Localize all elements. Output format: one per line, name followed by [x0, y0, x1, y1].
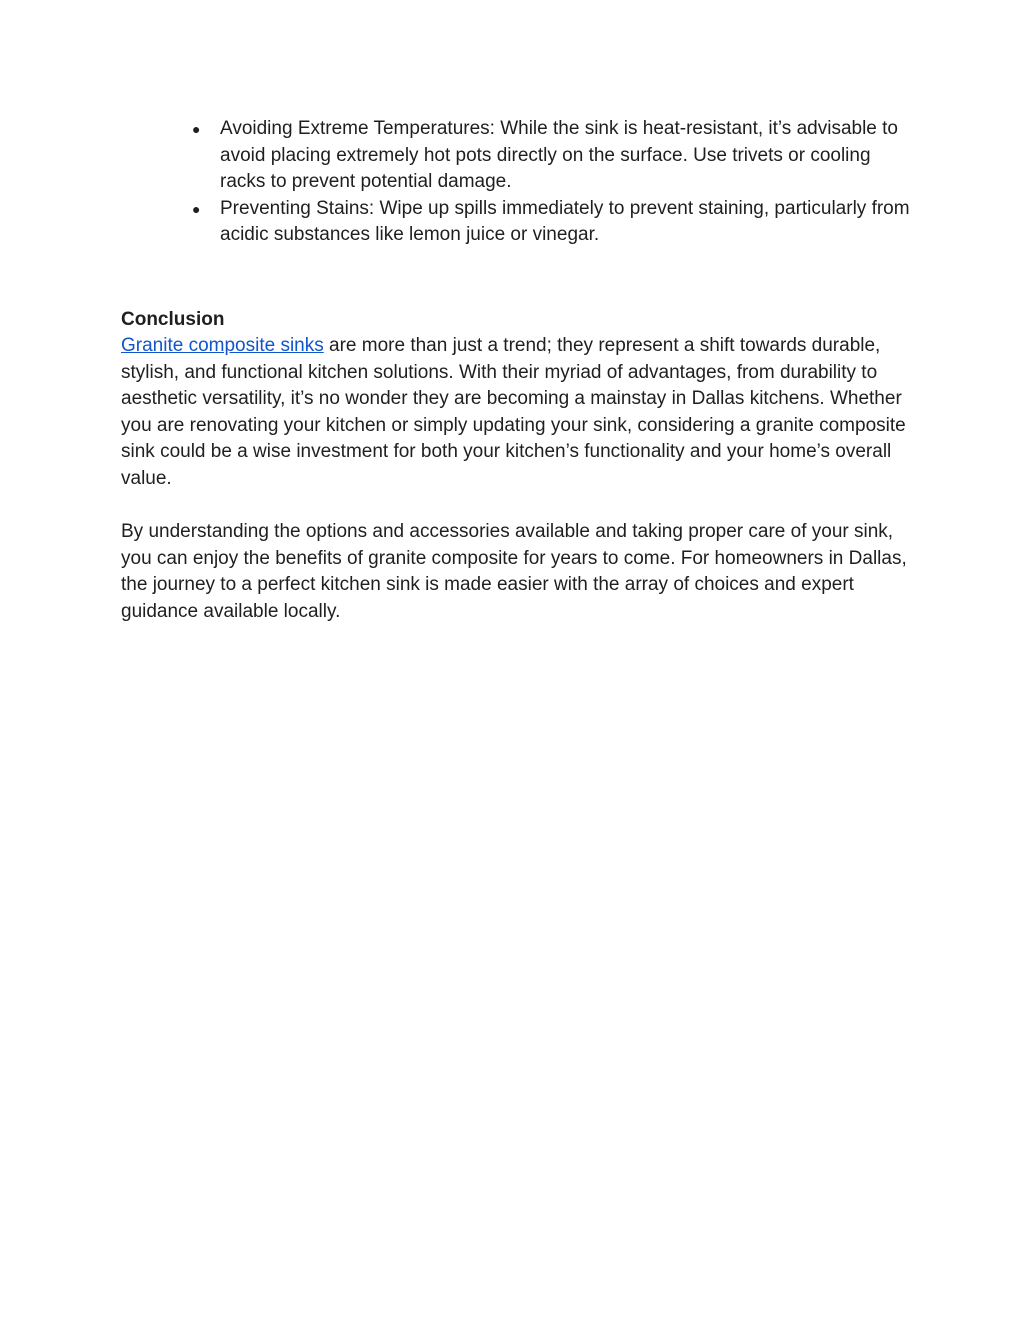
conclusion-section [121, 307, 911, 625]
list-item-text: Preventing Stains: Wipe up spills immediately to prevent staining, particularly from acidic substances like lemon juice or vinegar. [220, 197, 910, 245]
paragraph-text: are more than just a trend; they represent a shift towards durable, stylish, and functional kitchen solutions. With their myriad of advantages, from durability to aesthetic versatility, it’s no wonder they are becoming a mainstay in Dallas kitchens. Whether you are renovating your kitchen or simply updating your sink, considering a granite composite sink could be a wise investment for both your kitchen’s functionality and your home’s overall value. [121, 335, 906, 489]
list-item [190, 196, 910, 249]
section-heading: Conclusion [121, 309, 225, 330]
list-item [190, 116, 910, 196]
granite-composite-sinks-link[interactable]: Granite composite sinks [121, 335, 324, 356]
care-tips-list [190, 116, 910, 249]
conclusion-paragraph-1 [121, 333, 911, 492]
list-item-text: Avoiding Extreme Temperatures: While the sink is heat-resistant, it’s advisable to avoid placing extremely hot pots directly on the surface. Use trivets or cooling racks to prevent potential damage. [220, 118, 898, 192]
conclusion-paragraph-2: By understanding the options and accessories available and taking proper care of your sink, you can enjoy the benefits of granite composite for years to come. For homeowners in Dallas, the journey to a perfect kitchen sink is made easier with the array of choices and expert guidance available locally. [121, 521, 907, 622]
bullet-icon: ● [192, 200, 201, 217]
bullet-icon: ● [192, 121, 201, 137]
